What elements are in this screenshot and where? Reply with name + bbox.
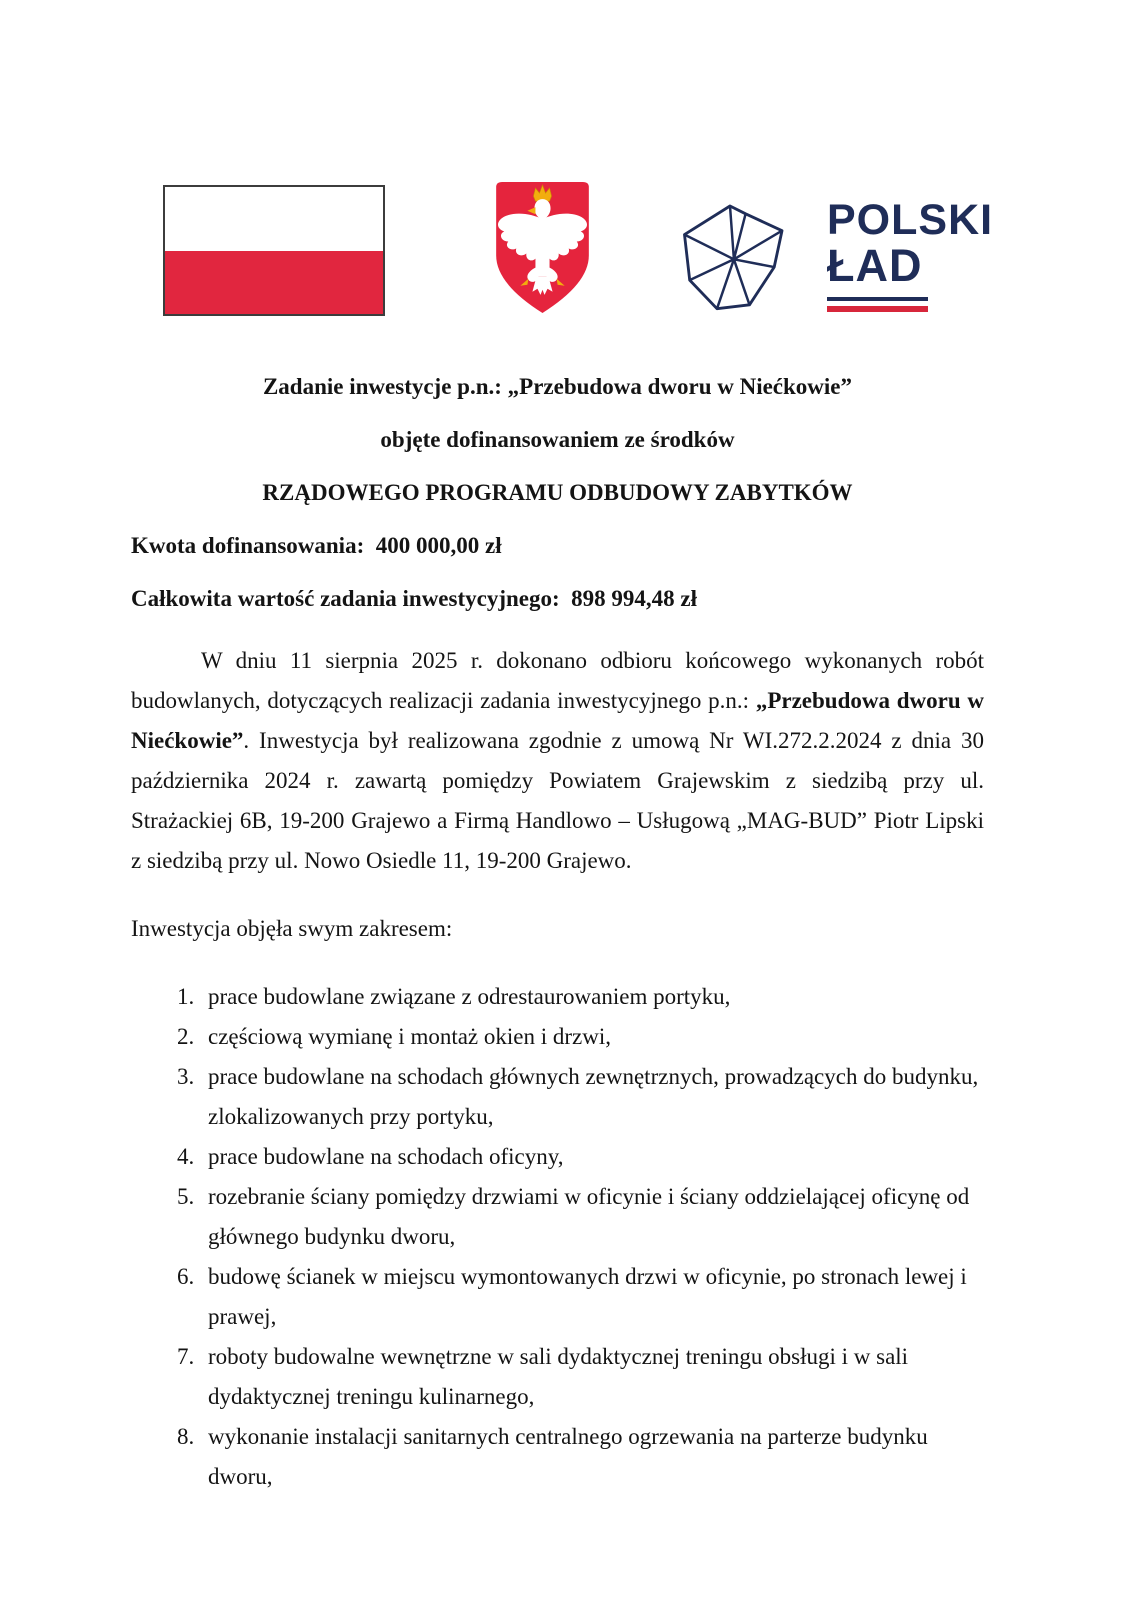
list-item: 1. prace budowlane związane z odrestaurowaniem portyku,: [200, 977, 984, 1017]
title-line-3: RZĄDOWEGO PROGRAMU ODBUDOWY ZABYTKÓW: [262, 480, 853, 505]
list-item: 2. częściową wymianę i montaż okien i drzwi,: [200, 1017, 984, 1057]
main-paragraph: [131, 641, 984, 881]
title-line-1: Zadanie inwestycje p.n.: „Przebudowa dworu w Niećkowie”: [262, 374, 853, 399]
paragraph-part-2: . Inwestycja był realizowana zgodnie z umową Nr WI.272.2.2024 z dnia 30 października 2024 r. zawartą pomiędzy Powiatem Grajewskim z siedzibą przy ul. Strażackiej 6B, 19-200 Grajewo a Firmą Handlowo – Usługową „MAG-BUD” Piotr Lipski z siedzibą przy ul. Nowo Osiedle 11, 19-200 Grajewo.: [131, 728, 984, 873]
funding-grant-line: Kwota dofinansowania: 400 000,00 zł: [131, 533, 502, 558]
paragraph-part-1: W dniu 11 sierpnia 2025 r. dokonano odbioru końcowego wykonanych robót budowlanych, dotyczących realizacji zadania inwestycyjnego p.n.:: [131, 648, 984, 713]
polski-lad-line1: POLSKI: [827, 196, 994, 244]
list-item: 8. wykonanie instalacji sanitarnych centralnego ogrzewania na parterze budynku dworu,: [200, 1417, 984, 1497]
funding-total-line: Całkowita wartość zadania inwestycyjnego: 898 994,48 zł: [131, 586, 698, 611]
list-item: 3. prace budowlane na schodach głównych zewnętrznych, prowadzących do budynku, zlokalizowanych przy portyku,: [200, 1057, 984, 1137]
list-item: 7. roboty budowalne wewnętrzne w sali dydaktycznej treningu obsługi i w sali dydaktycznej treningu kulinarnego,: [200, 1337, 984, 1417]
list-item: 4. prace budowlane na schodach oficyny,: [200, 1137, 984, 1177]
list-item: 6. budowę ścianek w miejscu wymontowanych drzwi w oficynie, po stronach lewej i prawej,: [200, 1257, 984, 1337]
title-line-2: objęte dofinansowaniem ze środków: [380, 427, 735, 452]
list-item: 5. rozebranie ściany pomiędzy drzwiami w oficynie i ściany oddzielającej oficynę od głównego budynku dworu,: [200, 1177, 984, 1257]
paragraph-bold-title: „Przebudowa dworu w Niećkowie”: [131, 688, 984, 753]
polski-lad-line2: ŁAD: [827, 240, 923, 291]
scope-intro: Inwestycja objęła swym zakresem:: [131, 916, 453, 941]
scope-list: [131, 977, 984, 1497]
